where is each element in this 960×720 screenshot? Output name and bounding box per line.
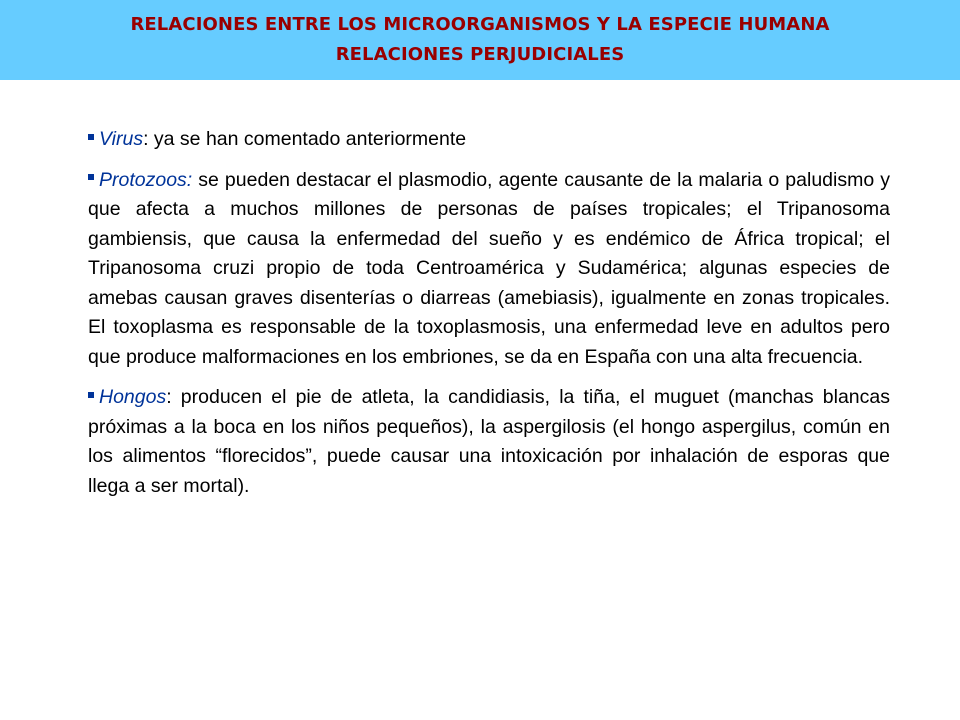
- square-bullet-icon: [88, 392, 94, 398]
- title-line-2: RELACIONES PERJUDICIALES: [335, 44, 625, 65]
- term-virus: Virus: [99, 128, 144, 150]
- description-protozoos: se pueden destacar el plasmodio, agente causante de la malaria o paludismo y que afecta a muchos millones de personas de países tropicales; el Tripanosoma gambiensis, que causa la enfermedad del sueño y es endémico de África tropical; el Tripanosoma cruzi propio de toda Centroamérica y Sudamérica; algunas especies de amebas causan graves disenterías o diarreas (amebiasis), igualmente en zonas tropicales. El toxoplasma es responsable de la toxoplasmosis, una enfermedad leve en adultos pero que produce malformaciones en los embriones, se da en España con una alta frecuencia.: [88, 168, 890, 368]
- bullet-list: [88, 125, 890, 512]
- term-protozoos: Protozoos:: [99, 168, 193, 191]
- square-bullet-icon: [88, 134, 94, 140]
- description-hongos: producen el pie de atleta, la candidiasis, la tiña, el muguet (manchas blancas próximas a la boca en los niños pequeños), la aspergilosis (el hongo aspergilus, común en los alimentos “florecidos”, puede causar una intoxicación por inhalación de esporas que llega a ser mortal).: [88, 386, 890, 497]
- title-line-1: RELACIONES ENTRE LOS MICROORGANISMOS Y LA ESPECIE HUMANA: [130, 14, 830, 35]
- separator: :: [143, 128, 149, 150]
- title-banner: [0, 0, 960, 80]
- bullet-item-virus: [88, 125, 890, 155]
- bullet-item-hongos: [88, 383, 890, 501]
- term-hongos: Hongos: [99, 386, 167, 408]
- description-virus: ya se han comentado anteriormente: [148, 128, 467, 150]
- separator: :: [166, 386, 172, 408]
- bullet-item-protozoos: [88, 166, 890, 373]
- square-bullet-icon: [88, 174, 94, 180]
